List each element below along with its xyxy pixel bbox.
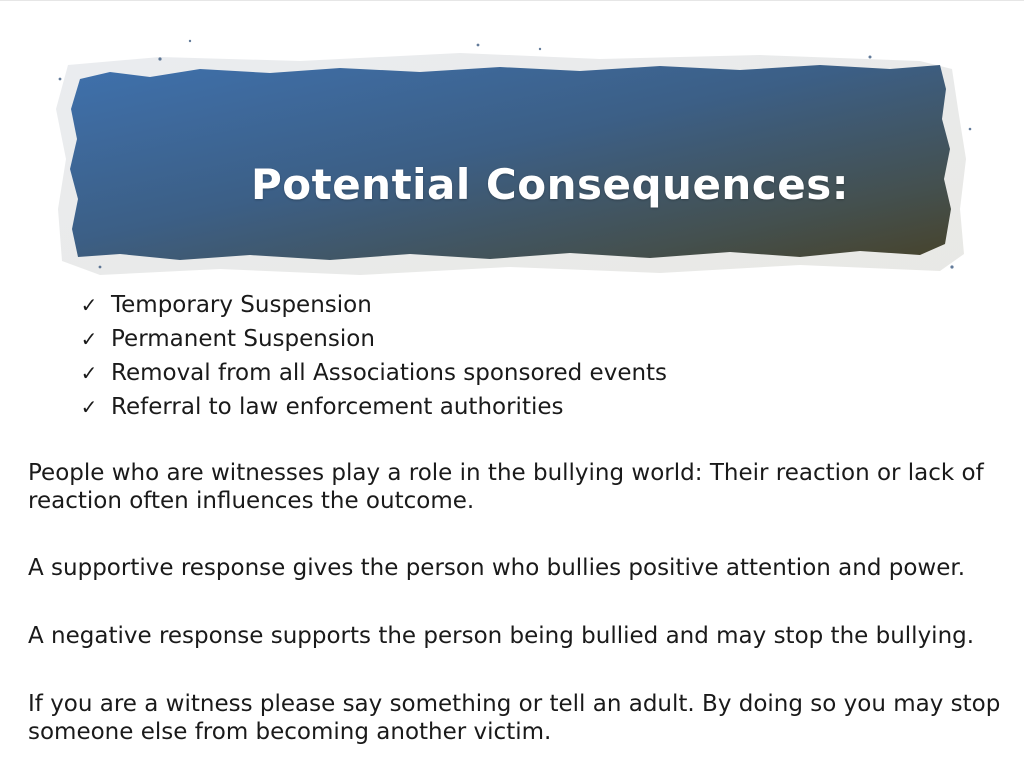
supportive-response-paragraph: A supportive response gives the person who bullies positive attention and power. xyxy=(28,555,966,581)
check-mark-icon: ✓ xyxy=(80,327,98,351)
check-mark-icon: ✓ xyxy=(80,361,98,385)
check-mark-icon: ✓ xyxy=(80,293,98,317)
list-item xyxy=(76,390,667,424)
witness-action-paragraph: If you are a witness please say something or tell an adult. By doing so you may stop someone else from becoming another victim. xyxy=(28,691,1001,745)
slide-title: Potential Consequences: xyxy=(250,160,850,209)
check-mark-icon: ✓ xyxy=(80,395,98,419)
witness-role-paragraph: People who are witnesses play a role in the bullying world: Their reaction or lack of reaction often influences the outcome. xyxy=(28,460,984,514)
list-item-label: Temporary Suspension xyxy=(111,292,372,318)
list-item xyxy=(76,356,667,390)
title-banner xyxy=(40,39,990,289)
list-item-label: Removal from all Associations sponsored events xyxy=(111,360,668,386)
list-item xyxy=(76,322,667,356)
negative-response-paragraph: A negative response supports the person being bullied and may stop the bullying. xyxy=(28,623,975,649)
list-item-label: Permanent Suspension xyxy=(111,326,375,352)
list-item-label: Referral to law enforcement authorities xyxy=(111,394,564,420)
list-item xyxy=(76,288,667,322)
consequences-list xyxy=(76,288,667,424)
